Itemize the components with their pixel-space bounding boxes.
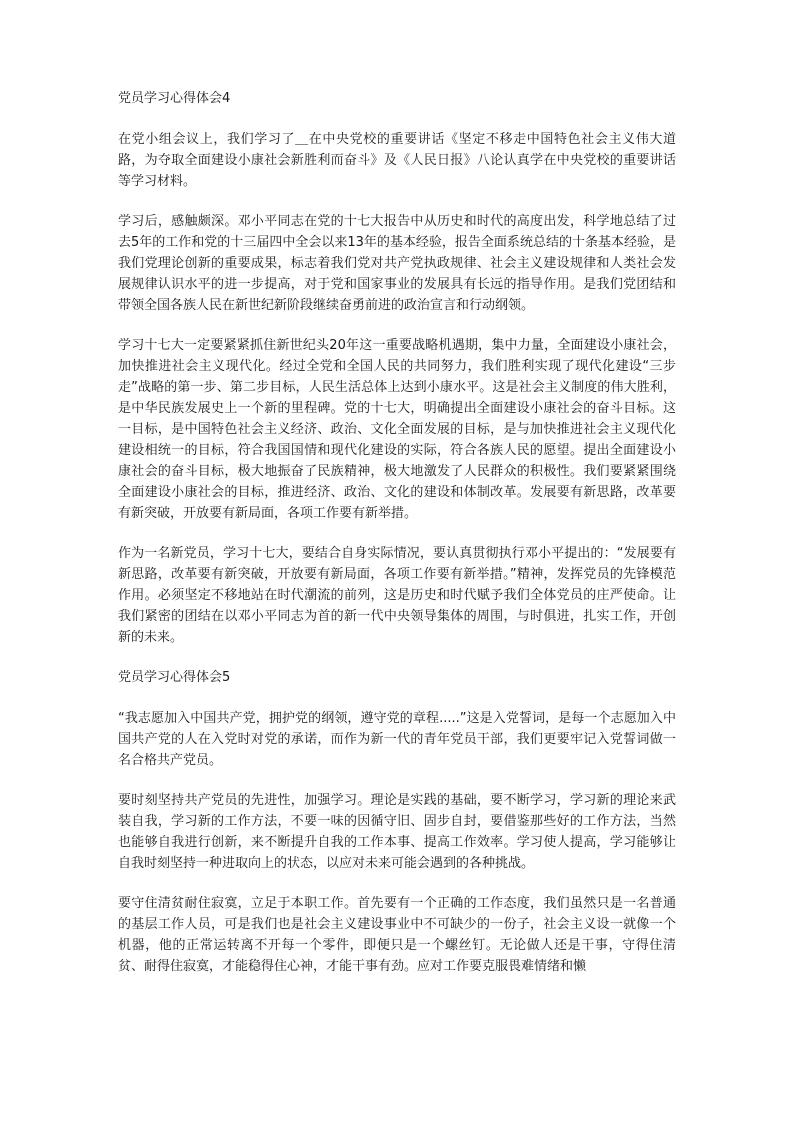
document-page bbox=[118, 88, 676, 996]
paragraph: 要时刻坚持共产党员的先进性，加强学习。理论是实践的基础，要不断学习，学习新的理论来武装自我，学习新的工作方法，不要一味的因循守旧、固步自封，要借鉴那些好的工作方法，当然也能够自我进行创新，来不断提升自我的工作本事、提高工作效率。学习使人提高，学习能够让自我时刻坚持一种进取向上的状态，以应对未来可能会遇到的各种挑战。 bbox=[118, 793, 676, 871]
paragraph: 作为一名新党员，学习十七大，要结合自身实际情况，要认真贯彻执行邓小平提出的：“发展要有新思路，改革要有新突破，开放要有新局面，各项工作要有新举措。”精神，发挥党员的先锋模范作用。必须坚定不移地站在时代潮流的前列，这是历史和时代赋予我们全体党员的庄严使命。让我们紧密的团结在以邓小平同志为首的新一代中央领导集体的周围，与时俱进，扎实工作，开创新的未来。 bbox=[118, 546, 676, 645]
paragraph: 在党小组会议上，我们学习了＿在中央党校的重要讲话《坚定不移走中国特色社会主义伟大道路，为夺取全面建设小康社会新胜利而奋斗》及《人民日报》八论认真学在中央党校的重要讲话等学习材料。 bbox=[118, 132, 676, 189]
paragraph: “我志愿加入中国共产党，拥护党的纲领，遵守党的章程.....”这是入党誓词，是每一个志愿加入中国共产党的人在入党时对党的承诺，而作为新一代的青年党员干部，我们更要牢记入党誓词做一名合格共产党员。 bbox=[118, 711, 676, 768]
paragraph: 学习后，感触颇深。邓小平同志在党的十七大报告中从历史和时代的高度出发，科学地总结了过去5年的工作和党的十三届四中全会以来13年的基本经验，报告全面系统总结的十条基本经验，是我们党理论创新的重要成果，标志着我们党对共产党执政规律、社会主义建设规律和人类社会发展规律认识水平的进一步提高，对于党和国家事业的发展具有长远的指导作用。是我们党团结和带领全国各族人民在新世纪新阶段继续奋勇前进的政治宣言和行动纲领。 bbox=[118, 214, 676, 313]
section-heading: 党员学习心得体会5 bbox=[118, 670, 231, 685]
paragraph: 学习十七大一定要紧紧抓住新世纪头20年这一重要战略机遇期，集中力量，全面建设小康社会，加快推进社会主义现代化。经过全党和全国人民的共同努力，我们胜利实现了现代化建设“三步走”战略的第一步、第二步目标，人民生活总体上达到小康水平。这是社会主义制度的伟大胜利，是中华民族发展史上一个新的里程碑。党的十七大，明确提出全面建设小康社会的奋斗目标。这一目标，是中国特色社会主义经济、政治、文化全面发展的目标，是与加快推进社会主义现代化建设相统一的目标，符合我国国情和现代化建设的实际，符合各族人民的愿望。提出全面建设小康社会的奋斗目标，极大地振奋了民族精神，极大地激发了人民群众的积极性。我们要紧紧围绕全面建设小康社会的目标，推进经济、政治、文化的建设和体制改革。发展要有新思路，改革要有新突破，开放要有新局面，各项工作要有新举措。 bbox=[118, 338, 676, 521]
section-heading: 党员学习心得体会4 bbox=[118, 91, 231, 106]
paragraph: 要守住清贫耐住寂寞，立足于本职工作。首先要有一个正确的工作态度，我们虽然只是一名普通的基层工作人员，可是我们也是社会主义建设事业中不可缺少的一份子，社会主义设一就像一个机器，他的正常运转离不开每一个零件，即便只是一个螺丝钉。无论做人还是干事，守得住清贫、耐得住寂寞，才能稳得住心神，才能干事有劲。应对工作要克服畏难情绪和懒 bbox=[118, 896, 676, 974]
